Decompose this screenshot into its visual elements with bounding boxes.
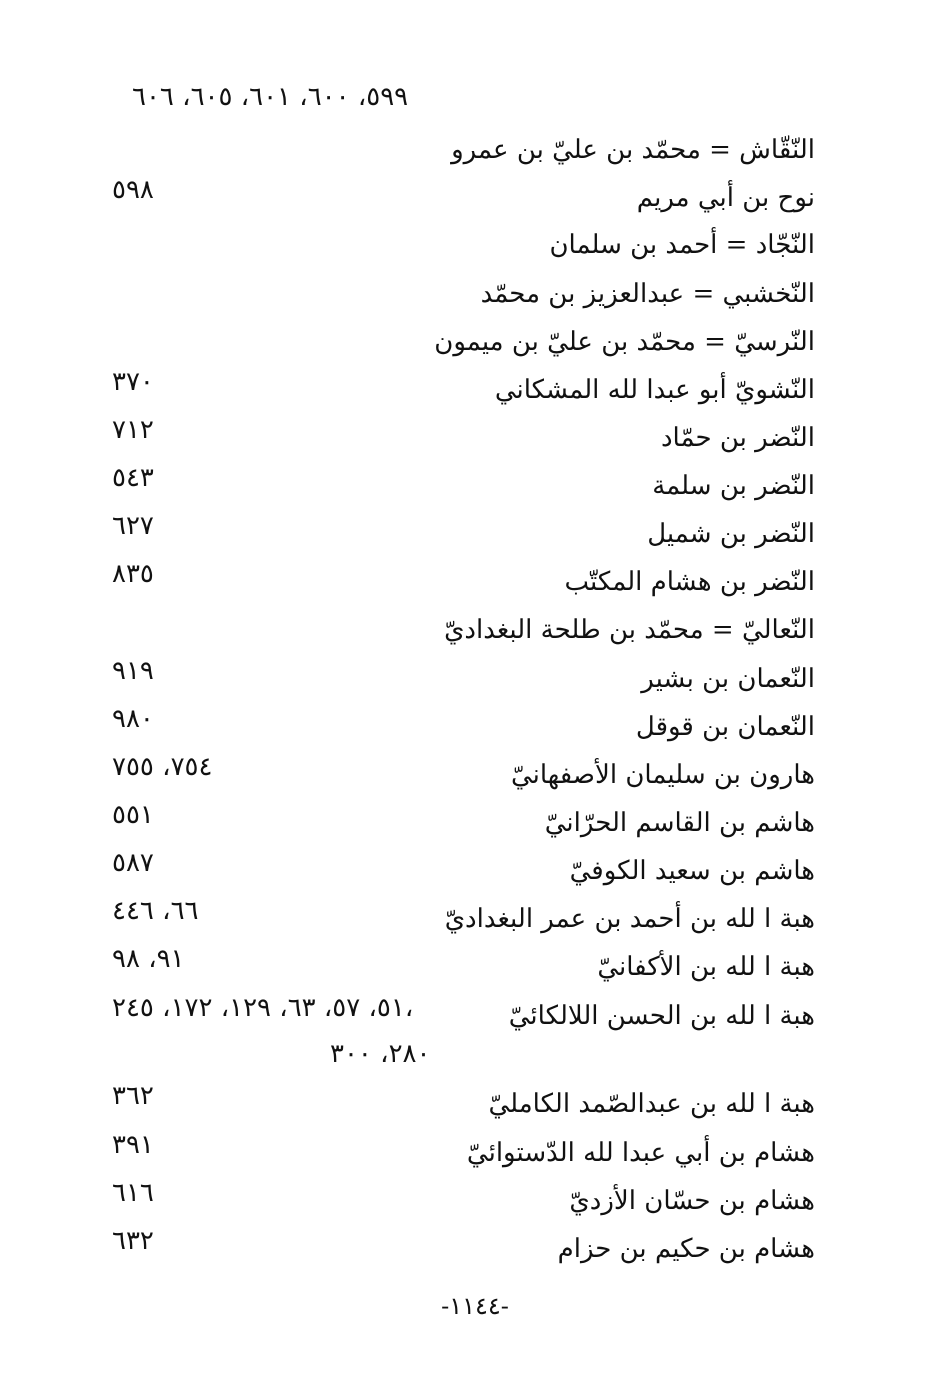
index-entry-name: هبة ا لله بن عبدالصّمد الكامليّ [488, 1089, 815, 1119]
index-entry-refs: ٥٤٣ [112, 463, 154, 493]
index-entry-name: نوح بن أبي مريم [636, 183, 815, 213]
index-entry-name: النّخشبي = عبدالعزيز بن محمّد [480, 279, 815, 309]
index-entry-name: هشام بن حكيم بن حزام [557, 1234, 815, 1264]
index-entry-name: هشام بن أبي عبدا لله الدّستوائيّ [466, 1138, 815, 1168]
continued-page-refs: ٥٩٩، ٦٠٠، ٦٠١، ٦٠٥، ٦٠٦ [132, 82, 409, 112]
index-entry-refs: ٦٢٧ [112, 511, 154, 541]
index-entry-name: هارون بن سليمان الأصفهانيّ [510, 760, 815, 790]
index-entry-refs: ٥٥١ [112, 800, 154, 830]
page-number: -١١٤٤- [441, 1292, 509, 1320]
index-entry-name: النّعمان بن بشير [641, 664, 815, 694]
index-entry-name: النّضر بن شميل [647, 519, 815, 549]
index-entry-name: النّعاليّ = محمّد بن طلحة البغداديّ [444, 615, 815, 645]
index-entry-refs: ٩١٩ [112, 656, 154, 686]
index-entry-refs: ٦٣٢ [112, 1226, 154, 1256]
index-entry-refs: ٨٣٥ [112, 559, 154, 589]
index-entry-refs: ٣٩١ [112, 1130, 154, 1160]
index-entry-name: هبة ا لله بن الأكفانيّ [597, 952, 815, 982]
index-entry-refs: ٥٨٧ [112, 848, 154, 878]
index-entry-name: هشام بن حسّان الأزديّ [569, 1186, 815, 1216]
index-entry-name: هاشم بن سعيد الكوفيّ [569, 856, 815, 886]
index-entry-name: النّضر بن سلمة [652, 471, 815, 501]
index-entry-name: هبة ا لله بن الحسن اللالكائيّ [508, 1001, 815, 1031]
index-entry-refs: ٦١٦ [112, 1178, 154, 1208]
index-entry-name: النّشويّ أبو عبدا لله المشكاني [494, 375, 815, 405]
index-entry-refs: ٦٦، ٤٤٦ [112, 896, 199, 926]
index-entry-name: النّرسيّ = محمّد بن عليّ بن ميمون [434, 327, 815, 357]
index-entry-name: النّعمان بن قوقل [635, 712, 815, 742]
index-entry-name: هاشم بن القاسم الحرّانيّ [544, 808, 815, 838]
index-entry-refs: ٣٦٢ [112, 1081, 154, 1111]
index-entry-refs: ٧٥٤، ٧٥٥ [112, 752, 213, 782]
index-entry-name: النّضر بن حمّاد [660, 423, 815, 453]
index-entry-refs: ٧١٢ [112, 415, 154, 445]
index-entry-refs: ٥٩٨ [112, 175, 154, 205]
index-entry-name: النّضر بن هشام المكتّب [564, 567, 815, 597]
index-entry-name: النّجّاد = أحمد بن سلمان [549, 230, 815, 260]
index-entry-refs: ٥١، ٥٧، ٦٣، ١٢٩، ١٧٢، ٢٤٥، [112, 993, 414, 1023]
index-entry-name: هبة ا لله بن أحمد بن عمر البغداديّ [444, 904, 815, 934]
index-entry-refs: ٩١، ٩٨ [112, 944, 185, 974]
index-entry-refs: ٣٧٠ [112, 367, 154, 397]
index-entry-refs-continued: ٢٨٠، ٣٠٠ [330, 1039, 431, 1069]
index-entry-name: النّقّاش = محمّد بن عليّ بن عمرو [451, 135, 815, 165]
index-entry-refs: ٩٨٠ [112, 704, 154, 734]
